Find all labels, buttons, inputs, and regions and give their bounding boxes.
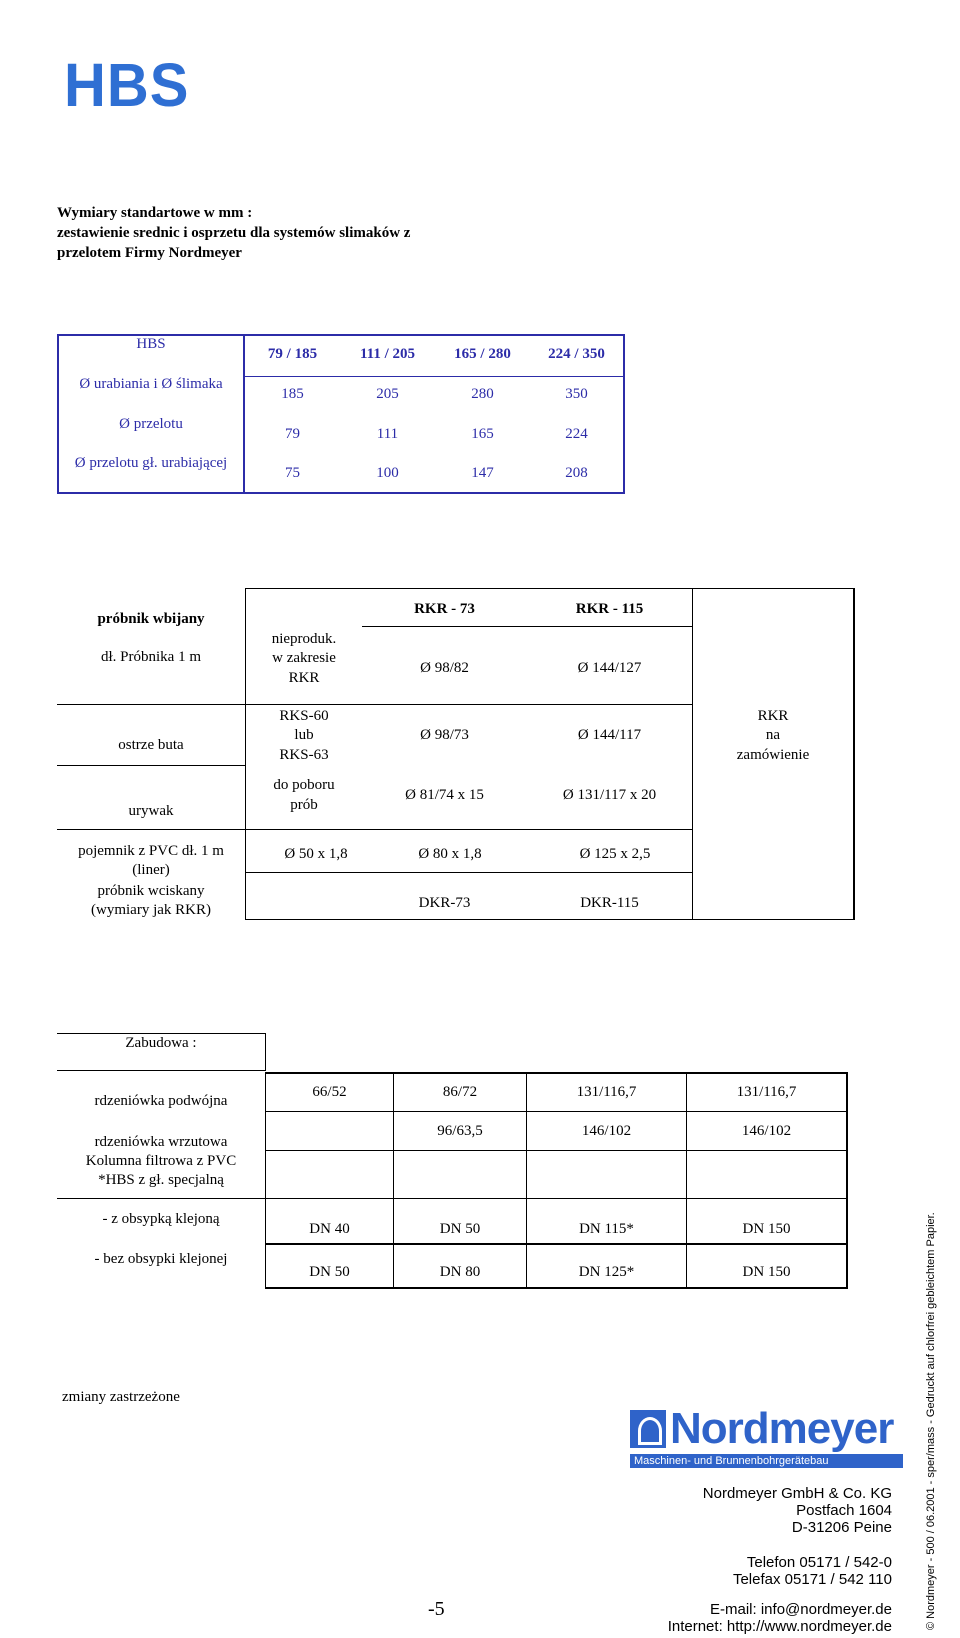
- table-cell: DN 150: [742, 1264, 791, 1280]
- table-cell: 131/116,7: [736, 1084, 797, 1100]
- cell-w-zakresie: w zakresie: [272, 650, 336, 666]
- cell-d125: Ø 125 x 2,5: [579, 846, 651, 862]
- cell-zamowienie: zamówienie: [736, 747, 810, 763]
- table-cell: 350: [565, 386, 588, 402]
- cell-d50: Ø 50 x 1,8: [284, 846, 348, 862]
- company-email: E-mail: info@nordmeyer.de: [710, 1601, 892, 1618]
- label-dl-probnika: dł. Próbnika 1 m: [101, 649, 201, 665]
- row-label-hbs: HBS: [136, 336, 166, 352]
- nordmeyer-emblem-icon: [630, 1410, 666, 1448]
- table-cell: DN 50: [439, 1221, 481, 1237]
- table-cell: 75: [285, 465, 300, 481]
- cell-nieproduk: nieproduk.: [271, 631, 337, 647]
- table-cell: 208: [565, 465, 588, 481]
- table-cell: 165: [471, 426, 494, 442]
- hbs-logo: HBS: [64, 51, 190, 120]
- company-internet: Internet: http://www.nordmeyer.de: [667, 1618, 892, 1635]
- table-cell: 146/102: [741, 1123, 792, 1139]
- table-cell: DN 80: [439, 1264, 481, 1280]
- header-cell: 111 / 205: [359, 346, 415, 362]
- company-city: D-31206 Peine: [791, 1519, 892, 1536]
- cell-d81: Ø 81/74 x 15: [405, 787, 484, 803]
- cell-d80: Ø 80 x 1,8: [418, 846, 482, 862]
- table-cell: 100: [376, 465, 399, 481]
- side-imprint-text: © Nordmeyer - 500 / 06.2001 - sper/mass - Gedruckt auf chlorfrei gebleichtem Papier.: [925, 1212, 937, 1630]
- header-cell: 165 / 280: [454, 346, 511, 362]
- label-urywak: urywak: [128, 803, 174, 819]
- nordmeyer-brand: Nordmeyer: [670, 1404, 894, 1453]
- table-cell: 224: [565, 426, 588, 442]
- cell-d144-117: Ø 144/117: [577, 727, 642, 743]
- cell-rks60: RKS-60: [279, 708, 329, 724]
- table-cell: 86/72: [442, 1084, 478, 1100]
- company-postfach: Postfach 1604: [796, 1502, 892, 1519]
- table-cell: 111: [376, 426, 399, 442]
- row-label-przelotu-gl: Ø przelotu gł. urabiającej: [74, 455, 228, 471]
- label-probnik-wbijany: próbnik wbijany: [97, 611, 205, 627]
- header-cell: 224 / 350: [548, 346, 605, 362]
- cell-d144-127: Ø 144/127: [577, 660, 642, 676]
- label-liner: (liner): [132, 862, 170, 878]
- company-telefon: Telefon 05171 / 542-0: [746, 1554, 892, 1571]
- label-pojemnik: pojemnik z PVC dł. 1 m: [78, 843, 224, 859]
- company-telefax: Telefax 05171 / 542 110: [732, 1571, 892, 1588]
- table-cell: DN 125*: [578, 1264, 635, 1280]
- label-ostrze-buta: ostrze buta: [118, 737, 184, 753]
- label-podwojna: rdzeniówka podwójna: [94, 1093, 228, 1109]
- table-cell: DN 50: [309, 1264, 350, 1280]
- table-cell: 147: [471, 465, 494, 481]
- cell-lub: lub: [294, 727, 314, 743]
- table-cell: DN 115*: [579, 1221, 634, 1237]
- label-wrzutowa: rdzeniówka wrzutowa: [94, 1134, 228, 1150]
- cell-rkr: RKR: [288, 670, 320, 686]
- label-z-obsypka: - z obsypką klejoną: [102, 1211, 220, 1227]
- cell-dkr73: DKR-73: [418, 895, 471, 911]
- changes-reserved-note: zmiany zastrzeżone: [62, 1389, 180, 1405]
- label-bez-obsypki: - bez obsypki klejonej: [94, 1251, 228, 1267]
- cell-rks63: RKS-63: [279, 747, 329, 763]
- header-rkr115: RKR - 115: [575, 601, 644, 617]
- company-name: Nordmeyer GmbH & Co. KG: [702, 1485, 892, 1502]
- heading-line-2: zestawienie srednic i osprzetu dla systemów slimaków z: [57, 225, 411, 241]
- table-cell: 185: [281, 386, 304, 402]
- label-probnik-wciskany: próbnik wciskany: [97, 883, 205, 899]
- label-kolumna-1: Kolumna filtrowa z PVC: [85, 1153, 237, 1169]
- cell-prob: prób: [290, 797, 318, 813]
- heading-line-1: Wymiary standartowe w mm :: [57, 205, 253, 221]
- table-cell: 79: [285, 426, 300, 442]
- side-imprint: [925, 1212, 939, 1630]
- cell-d98-82: Ø 98/82: [420, 660, 469, 676]
- table-cell: DN 40: [309, 1221, 350, 1237]
- cell-na: na: [765, 727, 781, 743]
- cell-do-poboru: do poboru: [273, 777, 335, 793]
- cell-rkr-na: RKR: [757, 708, 789, 724]
- cell-d98-73: Ø 98/73: [420, 727, 469, 743]
- table-cell: 96/63,5: [437, 1123, 483, 1139]
- nordmeyer-subtitle: Maschinen- und Brunnenbohrgerätebau: [630, 1454, 903, 1468]
- table-cell: 146/102: [581, 1123, 632, 1139]
- company-phones: [600, 1554, 892, 1588]
- company-online: [600, 1601, 892, 1635]
- nordmeyer-logo: [630, 1406, 903, 1468]
- row-label-urabiania: Ø urabiania i Ø ślimaka: [79, 376, 223, 392]
- row-label-przelotu: Ø przelotu: [119, 416, 183, 432]
- table-cell: 66/52: [312, 1084, 347, 1100]
- company-address: [600, 1485, 892, 1536]
- heading-line-3: przelotem Firmy Nordmeyer: [57, 245, 242, 261]
- label-zabudowa: Zabudowa :: [125, 1035, 197, 1051]
- page-number: -5: [428, 1598, 445, 1620]
- table-cell: 205: [376, 386, 399, 402]
- table-cell: 131/116,7: [576, 1084, 637, 1100]
- header-cell: 79 / 185: [267, 346, 318, 362]
- page-heading: [57, 203, 557, 263]
- label-kolumna-2: *HBS z gł. specjalną: [98, 1172, 224, 1188]
- label-wymiary: (wymiary jak RKR): [91, 902, 211, 918]
- cell-d131: Ø 131/117 x 20: [562, 787, 657, 803]
- table-cell: 280: [471, 386, 494, 402]
- header-rkr73: RKR - 73: [414, 601, 475, 617]
- table-cell: DN 150: [742, 1221, 791, 1237]
- cell-dkr115: DKR-115: [580, 895, 639, 911]
